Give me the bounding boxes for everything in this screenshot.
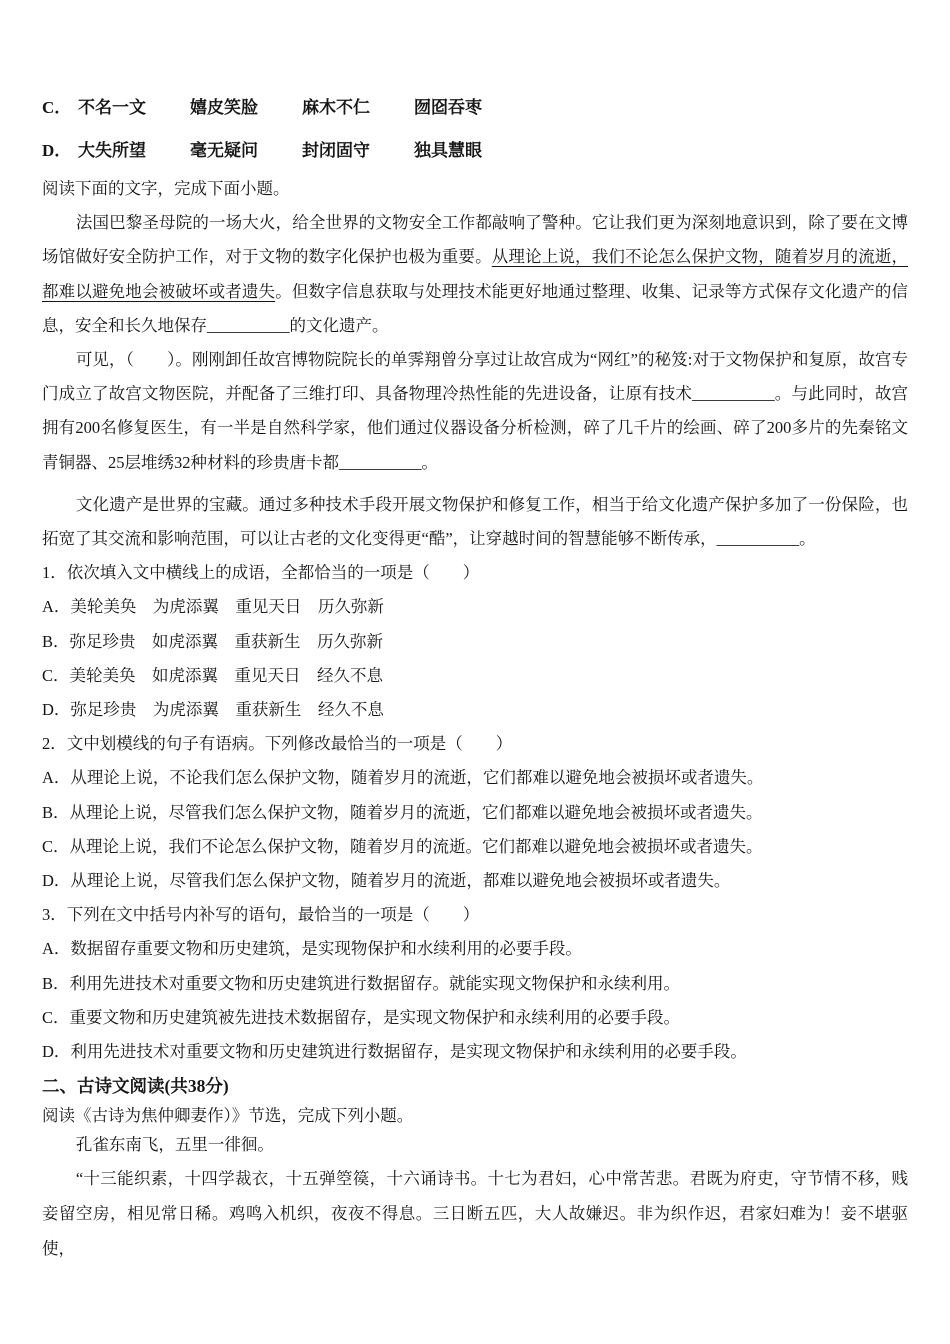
paragraph-1 (42, 206, 908, 343)
question-2-option-b: B．从理论上说，尽管我们怎么保护文物，随着岁月的流逝，它们都难以避免地会被损坏或者遗失。 (42, 802, 763, 822)
idiom-text: 麻木不仁 (302, 98, 370, 117)
option-letter: C． (42, 98, 72, 117)
question-1-stem: 1．依次填入文中横线上的成语，全都恰当的一项是（ ） (42, 563, 480, 583)
poem-opening-line: 孔雀东南飞，五里一徘徊。 (75, 1135, 274, 1155)
question-1-option-d: D．弥足珍贵 为虎添翼 重获新生 经久不息 (42, 700, 384, 720)
paragraph-3: 文化遗产是世界的宝藏。通过多种技术手段开展文物保护和修复工作，相当于给文化遗产保护多加了一份保险，也拓宽了其交流和影响范围，可以让古老的文化变得更“酷”，让穿越时间的智慧能够不断传承，__________。 (42, 494, 908, 549)
idiom-text: 毫无疑问 (190, 141, 258, 160)
idiom-text: 不名一文 (78, 98, 146, 117)
section-2-intro: 阅读《古诗为焦仲卿妻作）》节选，完成下列小题。 (42, 1106, 414, 1126)
idiom-text: 囫囵吞枣 (414, 98, 482, 117)
underlined-clause: 从理论上说，我们不论怎么保护文物，随着岁月的流逝，都难以避免地会被破坏或者遗失 (42, 247, 909, 301)
question-3-option-c: C．重要文物和历史建筑被先进技术数据留存，是实现文物保护和永续利用的必要手段。 (42, 1007, 681, 1027)
poem-paragraph: “十三能织素，十四学裁衣，十五弹箜篌，十六诵诗书。十七为君妇，心中常苦悲。君既为府吏，守节情不移，贱妾留空房，相见常日稀。鸡鸣入机织，夜夜不得息。三日断五匹，大人故嫌迟。非为织作迟，君家妇难为！妾不堪驱使， (42, 1169, 908, 1259)
question-2-option-c: C．从理论上说，我们不论怎么保护文物，随着岁月的流逝。它们都难以避免地会被损坏或者遗失。 (42, 836, 763, 856)
paragraph-1-post: 。但数字信息获取与处理技术能更好地通过整理、收集、记录等方式保存文化遗产的信息，安全和长久地保存__________的文化遗产。 (42, 281, 909, 335)
idiom-text: 封闭固守 (302, 141, 370, 160)
question-3-option-d: D．利用先进技术对重要文物和历史建筑进行数据留存，是实现文物保护和永续利用的必要手段。 (42, 1042, 747, 1062)
question-3-option-a: A．数据留存重要文物和历史建筑，是实现物保护和水续利用的必要手段。 (42, 939, 582, 959)
section-2-header: 二、古诗文阅读(共38分) (42, 1076, 229, 1097)
question-1-option-b: B．弥足珍贵 如虎添翼 重获新生 历久弥新 (42, 631, 384, 651)
paragraph-1-pre: 法国巴黎圣母院的一场大火，给全世界的文物安全工作都敲响了警种。它让我们更为深刻地意识到，除了要在文博场馆做好安全防护工作，对于文物的数字化保护也极为重要。 (42, 213, 908, 267)
question-2-stem: 2．文中划模线的句子有语病。下列修改最恰当的一项是（ ） (42, 734, 513, 754)
question-1-option-a: A．美轮美奂 为虎添翼 重见天日 历久弥新 (42, 597, 384, 617)
question-3-stem: 3．下列在文中括号内补写的语句，最恰当的一项是（ ） (42, 905, 480, 925)
reading-intro: 阅读下面的文字，完成下面小题。 (42, 179, 290, 198)
idiom-option-row-d (42, 129, 908, 172)
paragraph-2: 可见，（ ）。刚刚卸任故宫博物院院长的单霁翔曾分享过让故宫成为“网红”的秘笈:对于文物保护和复原，故宫专门成立了故宫文物医院，并配备了三维打印、具备物理冷热性能的先进设备，让原有技术__________。与此同时，故宫拥有200名修复医生，有一半是自然科学家，他们通过仪器设备分析检测，碎了几千片的绘画、碎了200多片的先秦铭文青铜器、25层堆绣32种材料的珍贵唐卡都__________。 (42, 350, 908, 472)
option-letter: D． (42, 141, 72, 160)
idiom-text: 独具慧眼 (414, 141, 482, 160)
reading-section (42, 172, 908, 1069)
question-2-option-a: A．从理论上说，不论我们怎么保护文物，随着岁月的流逝，它们都难以避免地会被损坏或者遗失。 (42, 768, 764, 788)
idiom-text: 大失所望 (78, 141, 146, 160)
question-3-option-b: B．利用先进技术对重要文物和历史建筑进行数据留存。就能实现文物保护和永续利用。 (42, 973, 681, 993)
question-1-option-c: C．美轮美奂 如虎添翼 重见天日 经久不息 (42, 665, 384, 685)
idiom-text: 嬉皮笑脸 (190, 98, 258, 117)
question-2-option-d: D．从理论上说，尽管我们怎么保护文物，随着岁月的流逝，都难以避免地会被损坏或者遗失。 (42, 871, 731, 891)
idiom-option-row-c (42, 86, 908, 129)
